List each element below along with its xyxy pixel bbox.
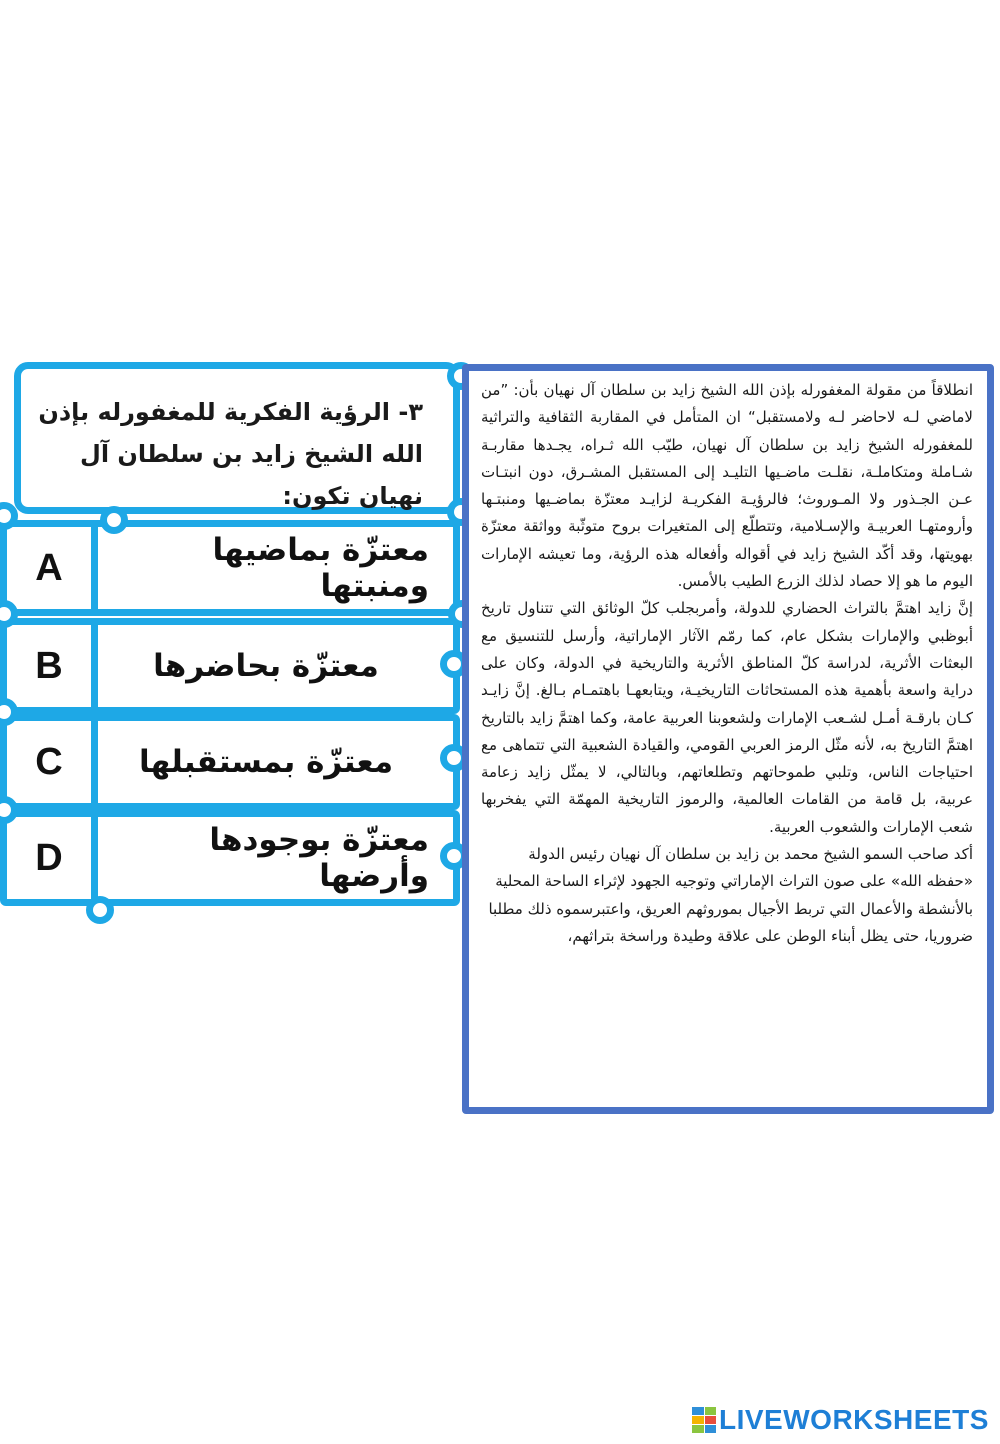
answer-text: معتزّة بوجودها وأرضها: [209, 822, 429, 894]
answer-letter: B: [7, 625, 98, 707]
answer-text: معتزّة بحاضرها: [153, 648, 379, 684]
answer-text: معتزّة بمستقبلها: [138, 744, 394, 780]
answer-letter: C: [7, 721, 98, 803]
passage-paragraph-2: إنَّ زايد اهتمَّ بالتراث الحضاري للدولة، وأمربجلب كلّ الوثائق التي تتناول تاريخ أبوظبي والإمارات بشكل عام، كما رمّم الآثار الإماراتية، وأرسل للتنسيق مع البعثات الأثرية، لدراسة كلّ المناطق الأثرية والتاريخية في الدولة، وكان على دراية واسعة بأهمية هذه المستحاثات التاريخيـة، ويتابعهـا باهتمـام بـالغ. إنَّ زايـد كـان بارقـة أمـل لشـعب الإمارات ولشعوبنا العربية عامة، وكما اهتمَّ زايد بالتاريخ اهتمَّ التاريخ به، لأنه مثّل الرمز العربي القومي، والقيادة الشعبية التي تتماهى مع احتياجات الناس، وتلبي طموحاتهم وتطلعاتهم، وبالتالي، لا يمثّل زايد زعامة عربية، بل قامة من القامات العالمية، والرموز التاريخية المهمّة التي يفخربها شعب الإمارات والشعوب العربية.: [481, 599, 973, 836]
question-text: ٣- الرؤية الفكرية للمغفورله بإذن الله الشيخ زايد بن سلطان آل نهيان تكون:: [38, 398, 423, 510]
frame-connector: [100, 506, 128, 534]
answer-option-b[interactable]: [0, 618, 460, 714]
answer-option-d[interactable]: [0, 810, 460, 906]
reading-passage: [462, 364, 994, 1114]
liveworksheets-logo: [692, 1402, 989, 1438]
answer-text: معتزّة بماضيها ومنبتها: [212, 532, 429, 604]
brand-name: LIVEWORKSHEETS: [719, 1404, 989, 1435]
logo-blocks-icon: [692, 1407, 716, 1433]
answer-option-a[interactable]: [0, 520, 460, 616]
passage-paragraph-1: انطلاقاً من مقولة المغفورله بإذن الله الشيخ زايد بن سلطان آل نهيان بأن: ”من لاماضي لـه لاحاضر لـه ولامستقبل“ ان المتأمل في المقاربة الثقافية والتراثية للمغفورله الشيخ زايد بن سلطان آل نهيان، طيّب الله ثـراه، يجـدها مقاربـة شـاملة ومتكاملـة، نقلـت ماضـيها التليـد إلى المستقبل المشـرق، دون انبتـات عـن الجـذور ولا المـوروث؛ فالرؤيـة الفكريـة لزايـد معتزّة بماضـيها ومنبتـها وأرومتهـا العربيـة والإسـلامية، وتتطلّع إلى المتغيرات بروح متوثّبة وواثقة معتزّة بهويتها، وقد أكّد الشيخ زايد في أقواله وأفعاله هذه الرؤية، وما تعيشه الإمارات اليوم ما هو إلا حصاد لذلك الزرع الطيب بالأمس.: [481, 381, 973, 591]
frame-connector: [86, 896, 114, 924]
answer-letter: D: [7, 817, 98, 899]
question-box: [14, 362, 460, 514]
answer-letter: A: [7, 527, 98, 609]
passage-paragraph-3: أكد صاحب السمو الشيخ محمد بن زايد بن سلطان آل نهيان رئيس الدولة «حفظه الله» على صون التراث الإماراتي وتوجيه الجهود لإثراء الساحة المحلية بالأنشطة والأعمال التي تربط الأجيال بموروثهم العريق، واعتبرسموه ذلك مطلبا ضروريا، حتى يظل أبناء الوطن على علاقة وطيدة وراسخة بتراثهم،: [488, 845, 973, 945]
answer-option-c[interactable]: [0, 714, 460, 810]
